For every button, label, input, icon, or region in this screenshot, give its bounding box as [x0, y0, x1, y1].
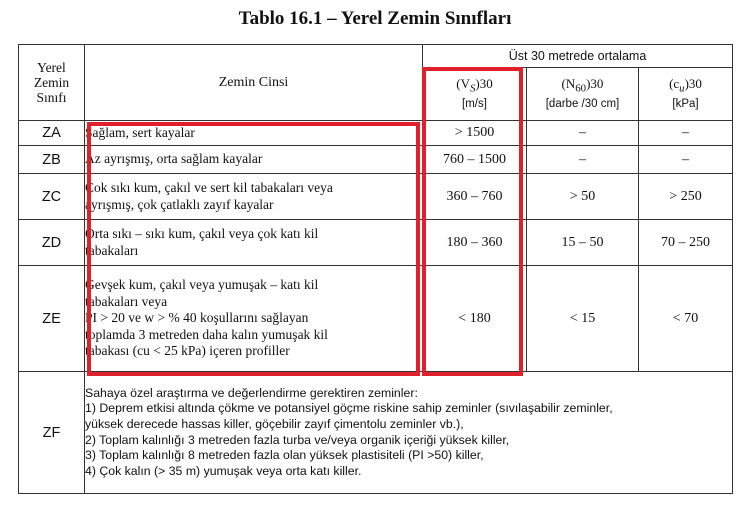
- vs-value: 760 – 1500: [423, 146, 527, 174]
- class-code: ZA: [19, 121, 85, 146]
- cu-value: –: [639, 121, 733, 146]
- n60-value: 15 – 50: [527, 220, 639, 266]
- cu-value: 70 – 250: [639, 220, 733, 266]
- class-code: ZC: [19, 174, 85, 220]
- cu-value: > 250: [639, 174, 733, 220]
- soil-description: Gevşek kum, çakıl veya yumuşak – katı kil tabakaları veya PI > 20 ve w > % 40 koşullarını sağlayan toplamda 3 metreden daha kalın yumuşak kil tabakası (cu < 25 kPa) içeren profiller: [85, 266, 423, 372]
- cu-value: < 70: [639, 266, 733, 372]
- cu-value: –: [639, 146, 733, 174]
- soil-description: Çok sıkı kum, çakıl ve sert kil tabakaları veya ayrışmış, çok çatlaklı zayıf kayalar: [85, 174, 423, 220]
- class-code: ZD: [19, 220, 85, 266]
- vs-label: $(V_S)30$: [456, 76, 493, 95]
- table-title: Tablo 16.1 – Yerel Zemin Sınıfları: [238, 8, 512, 29]
- n60-label: $(N_{60})30$: [561, 76, 604, 95]
- table-row-zb: [19, 146, 733, 174]
- class-code: ZB: [19, 146, 85, 174]
- n60-value: –: [527, 121, 639, 146]
- header-upper-30m-average: Üst 30 metrede ortalama: [423, 45, 733, 68]
- vs-value: 360 – 760: [423, 174, 527, 220]
- vs-value: > 1500: [423, 121, 527, 146]
- cu-unit: [kPa]: [672, 97, 699, 110]
- n60-value: –: [527, 146, 639, 174]
- soil-class-table: [18, 44, 733, 494]
- vs-value: 180 – 360: [423, 220, 527, 266]
- header-soil-type: Zemin Cinsi: [85, 45, 423, 121]
- zf-description: Sahaya özel araştırma ve değerlendirme gerektiren zeminler: 1) Deprem etkisi altında çökme ve potansiyel göçme riskine sahip zeminler (sıvılaşabilir zeminler, yüksek derecede hassas killer, göçebilir zayıf çimentolu zeminler vb.), 2) Toplam kalınlığı 3 metreden fazla turba ve/veya organik içeriği yüksek killer, 3) Toplam kalınlığı 8 metreden fazla olan yüksek plastisiteli (PI >50) killer, 4) Çok kalın (> 35 m) yumuşak veya orta katı killer.: [85, 372, 733, 494]
- table-row-zc: [19, 174, 733, 220]
- table-row-ze: [19, 266, 733, 372]
- soil-description: Az ayrışmış, orta sağlam kayalar: [85, 146, 423, 174]
- table-row-za: [19, 121, 733, 146]
- header-vs30: [423, 68, 527, 121]
- header-local-class: Yerel Zemin Sınıfı: [19, 45, 85, 121]
- cu-label: $(c_u)30$: [669, 76, 702, 95]
- table-row-zd: [19, 220, 733, 266]
- n60-value: < 15: [527, 266, 639, 372]
- table-row-zf: [19, 372, 733, 494]
- n60-value: > 50: [527, 174, 639, 220]
- soil-description: Orta sıkı – sıkı kum, çakıl veya çok katı kil tabakaları: [85, 220, 423, 266]
- vs-unit: [m/s]: [462, 97, 487, 110]
- vs-value: < 180: [423, 266, 527, 372]
- header-n60: [527, 68, 639, 121]
- header-cu30: [639, 68, 733, 121]
- class-code: ZE: [19, 266, 85, 372]
- n60-unit: [darbe /30 cm]: [545, 97, 620, 110]
- class-code: ZF: [19, 372, 85, 494]
- soil-description: Sağlam, sert kayalar: [85, 121, 423, 146]
